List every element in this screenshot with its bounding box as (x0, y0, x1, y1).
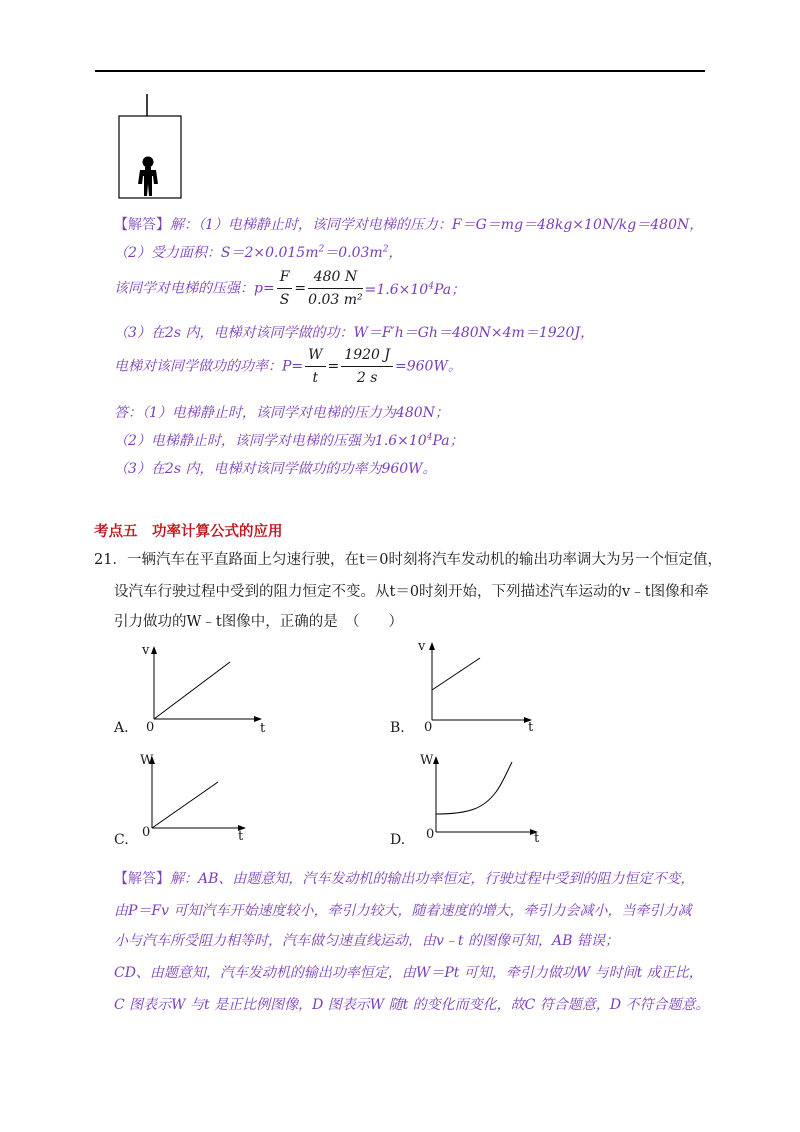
y-axis-arrow (151, 646, 157, 654)
y-axis-arrow (429, 642, 435, 650)
graph-line (152, 782, 218, 828)
x-axis-label: t (534, 831, 540, 843)
answer-line3: （3）在2s 内，电梯对该同学做功的功率为960W。 (114, 461, 437, 477)
solution1-line4: （3）在2s 内，电梯对该同学做的功：W＝F′h＝Gh＝480N×4m＝1920J， (114, 325, 595, 341)
option-d-label[interactable]: D. (390, 832, 406, 848)
option-c-label[interactable]: C. (114, 832, 129, 848)
solution2-line4: CD、由题意知，汽车发动机的输出功率恒定，由W＝Pt 可知，牵引力做功W 与时间t 成正比， (114, 965, 703, 981)
answer-line1: 答：（1）电梯静止时，该同学对电梯的压力为480N； (114, 405, 449, 421)
solution1-power-line: 电梯对该同学做功的功率：P= $\frac{W}{t}$ = $\frac{1920 J}{2 s}$ =960W。 (114, 347, 462, 386)
solution2-line5: C 图表示W 与t 是正比例图像，D 图表示W 随t 的变化而变化，故C 符合题意，D 不符合题意。 (114, 997, 710, 1013)
fraction-w-over-t: $\frac{W}{t}$ (305, 346, 325, 387)
origin-label: 0 (426, 827, 435, 842)
x-axis-label: t (260, 721, 266, 735)
solution1-pressure-line: 该同学对电梯的压强：p= $\frac{F}{S}$ = $\frac{480 N}{\text{0.03 m²}}$ $=1.6\times 10^4Pa$； (114, 269, 466, 308)
graph-a (138, 640, 273, 735)
person-icon (138, 157, 158, 197)
origin-label: 0 (146, 720, 155, 735)
y-axis-label: W (420, 753, 434, 768)
solution2-line3: 小与汽车所受阻力相等时，汽车做匀速直线运动，由v﹣t 的图像可知，AB 错误； (114, 933, 619, 949)
elevator-figure (112, 92, 192, 204)
question-line2: 设汽车行驶过程中受到的阻力恒定不变。从t＝0时刻开始，下列描述汽车运动的v﹣t图像和牵 (114, 584, 709, 600)
y-axis-arrow (433, 756, 439, 764)
question-line1: 21．一辆汽车在平直路面上匀速行驶，在t＝0时刻将汽车发动机的输出功率调大为另一个恒定值， (94, 552, 722, 568)
header-rule (95, 70, 705, 72)
y-axis-label: v (142, 643, 150, 658)
y-axis-label: v (418, 639, 426, 654)
graph-d (410, 748, 550, 843)
fraction-480n-over-area: $\frac{480 N}{\text{0.03 m²}}$ (308, 269, 363, 308)
origin-label: 0 (424, 720, 433, 734)
question-line3: 引力做功的W﹣t图像中，正确的是 （ ） (114, 614, 403, 630)
answer-line2: （2）电梯静止时，该同学对电梯的压强为$1.6\times 10^4Pa$； (114, 432, 464, 449)
solution-label: 【解答】 (114, 217, 170, 233)
graph-line (432, 658, 480, 690)
graph-c (138, 748, 273, 843)
option-b-label[interactable]: B. (390, 720, 405, 736)
origin-label: 0 (142, 825, 151, 840)
x-axis-label: t (238, 829, 244, 843)
solution2-line2: 由P＝Fv 可知汽车开始速度较小，牵引力较大，随着速度的增大，牵引力会减小，当牵引力减 (114, 903, 692, 919)
section-title: 考点五 功率计算公式的应用 (94, 524, 283, 540)
graph-line (154, 662, 230, 719)
x-axis-label: t (528, 720, 534, 734)
solution-label: 【解答】 (114, 871, 170, 887)
solution1-line2: （2）受力面积：$S=2\times 0.015m^2=0.03m^2$， (114, 244, 403, 261)
fraction-f-over-s: $\frac{F}{S}$ (277, 268, 293, 309)
y-axis-label: W (140, 753, 154, 768)
graph-curve (436, 762, 512, 814)
option-a-label[interactable]: A. (114, 720, 129, 736)
graph-b (410, 634, 545, 734)
solution1-line1: 【解答】解：（1）电梯静止时，该同学对电梯的压力：F＝G＝mg＝48kg×10N/kg＝480N， (114, 217, 704, 233)
fraction-1920j-over-2s: $\frac{1920 J}{2 s}$ (341, 346, 393, 387)
solution2-line1: 【解答】解：AB、由题意知，汽车发动机的输出功率恒定，行驶过程中受到的阻力恒定不变， (114, 871, 695, 887)
